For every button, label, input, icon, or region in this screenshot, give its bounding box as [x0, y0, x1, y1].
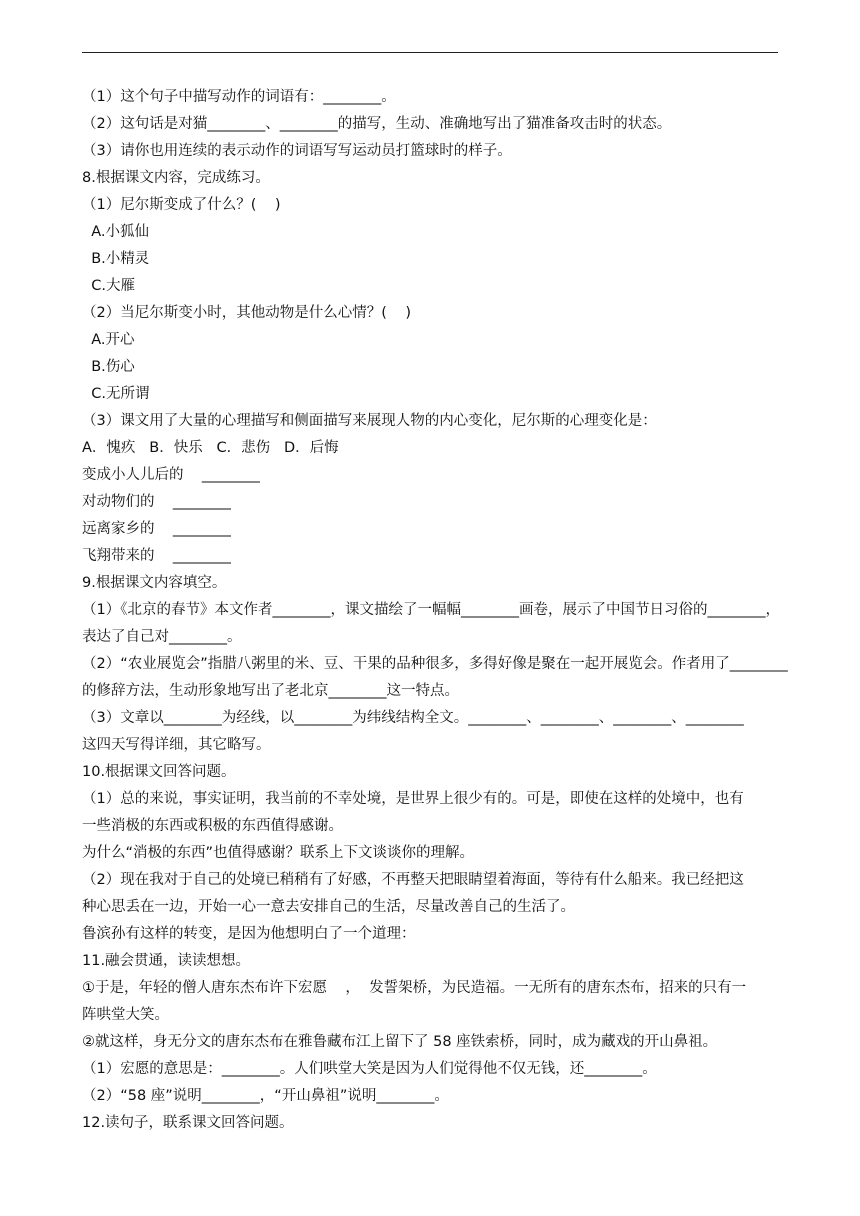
text-line-content: A.小狐仙	[82, 224, 149, 240]
text-line	[82, 736, 782, 754]
text-line-content: ①于是，年轻的僧人唐东杰布许下宏愿 ， 发誓架桥，为民造福。一无所有的唐东杰布，招来的只有一	[82, 980, 747, 996]
text-line-content: 9.根据课文内容填空。	[82, 575, 227, 591]
text-line	[82, 223, 782, 241]
text-line-content: C.无所谓	[82, 386, 150, 402]
text-line	[82, 1114, 782, 1132]
text-line-content: （2）“农业展览会”指腊八粥里的米、豆、干果的品种很多，多得好像是聚在一起开展览会。作者用了________	[82, 656, 788, 672]
text-line	[82, 547, 782, 565]
text-line-content: 8.根据课文内容，完成练习。	[82, 170, 270, 186]
text-line	[82, 925, 782, 943]
text-line	[82, 196, 782, 214]
text-line	[82, 817, 782, 835]
text-line	[82, 790, 782, 808]
text-line	[82, 709, 782, 727]
text-line	[82, 169, 782, 187]
text-line-content: （3）文章以________为经线，以________为纬线结构全文。________、________、________、________	[82, 710, 744, 726]
text-line-content: 鲁滨孙有这样的转变，是因为他想明白了一个道理：	[82, 926, 416, 942]
text-line	[82, 601, 782, 619]
text-line	[82, 844, 782, 862]
text-line-content: 飞翔带来的 ________	[82, 548, 231, 564]
text-line	[82, 1060, 782, 1078]
text-line	[82, 520, 782, 538]
text-line-content: 变成小人儿后的 ________	[82, 467, 260, 483]
text-line	[82, 250, 782, 268]
text-line-content: 表达了自己对________。	[82, 629, 242, 645]
text-line-content: （1）《北京的春节》本文作者________，课文描绘了一幅幅________画卷，展示了中国节日习俗的________，	[82, 602, 780, 618]
text-line	[82, 682, 782, 700]
text-line-content: （3）请你也用连续的表示动作的词语写写运动员打篮球时的样子。	[82, 143, 512, 159]
text-line-content: 12.读句子，联系课文回答问题。	[82, 1115, 294, 1131]
text-line-content: A．愧疚 B．快乐 C．悲伤 D．后悔	[82, 440, 339, 456]
text-line-content: 阵哄堂大笑。	[82, 1007, 169, 1023]
text-line	[82, 979, 782, 997]
text-line	[82, 871, 782, 889]
text-line-content: 为什么“消极的东西”也值得感谢？联系上下文谈谈你的理解。	[82, 845, 475, 861]
text-line	[82, 1087, 782, 1105]
text-line-content: 11.融会贯通，读读想想。	[82, 953, 251, 969]
text-line-content: B.小精灵	[82, 251, 150, 267]
text-line-content: 种心思丢在一边，开始一心一意去安排自己的生活，尽量改善自己的生活了。	[82, 899, 575, 915]
text-line-content: B.伤心	[82, 359, 135, 375]
text-line-content: （1）这个句子中描写动作的词语有：________。	[82, 89, 396, 105]
text-line-content: 一些消极的东西或积极的东西值得感谢。	[82, 818, 343, 834]
text-line	[82, 1006, 782, 1024]
text-line-content: （1）总的来说，事实证明，我当前的不幸处境，是世界上很少有的。可是，即使在这样的处境中，也有	[82, 791, 744, 807]
text-line	[82, 304, 782, 322]
text-line	[82, 466, 782, 484]
text-line-content: ②就这样，身无分文的唐东杰布在雅鲁藏布江上留下了 58 座铁索桥，同时，成为藏戏的开山鼻祖。	[82, 1034, 718, 1050]
text-line-content: （1）宏愿的意思是：________。人们哄堂大笑是因为人们觉得他不仅无钱，还________。	[82, 1061, 657, 1077]
header-rule	[82, 52, 778, 53]
text-line	[82, 412, 782, 430]
text-line	[82, 277, 782, 295]
text-line-content: （2）“58 座”说明________，“开山鼻祖”说明________。	[82, 1088, 449, 1104]
text-line	[82, 898, 782, 916]
text-line	[82, 331, 782, 349]
text-line	[82, 439, 782, 457]
text-line-content: 的修辞方法，生动形象地写出了老北京________这一特点。	[82, 683, 459, 699]
text-line-content: （3）课文用了大量的心理描写和侧面描写来展现人物的内心变化，尼尔斯的心理变化是：	[82, 413, 657, 429]
text-line-content: 10.根据课文回答问题。	[82, 764, 236, 780]
text-line-content: （1）尼尔斯变成了什么？( )	[82, 197, 281, 213]
text-line	[82, 628, 782, 646]
text-line	[82, 358, 782, 376]
text-line	[82, 385, 782, 403]
text-line	[82, 1033, 782, 1051]
text-line	[82, 142, 782, 160]
text-line	[82, 493, 782, 511]
text-line	[82, 574, 782, 592]
text-line	[82, 952, 782, 970]
text-line-content: 对动物们的 ________	[82, 494, 231, 510]
text-line-content: 远离家乡的 ________	[82, 521, 231, 537]
text-line	[82, 763, 782, 781]
text-line	[82, 115, 782, 133]
text-line-content: （2）这句话是对猫________、________的描写，生动、准确地写出了猫准备攻击时的状态。	[82, 116, 672, 132]
text-line-content: A.开心	[82, 332, 135, 348]
text-line	[82, 88, 782, 106]
text-line-content: （2）当尼尔斯变小时，其他动物是什么心情？( )	[82, 305, 411, 321]
text-line-content: （2）现在我对于自己的处境已稍稍有了好感，不再整天把眼睛望着海面，等待有什么船来。我已经把这	[82, 872, 744, 888]
text-line	[82, 655, 788, 673]
text-line-content: 这四天写得详细，其它略写。	[82, 737, 271, 753]
text-line-content: C.大雁	[82, 278, 135, 294]
